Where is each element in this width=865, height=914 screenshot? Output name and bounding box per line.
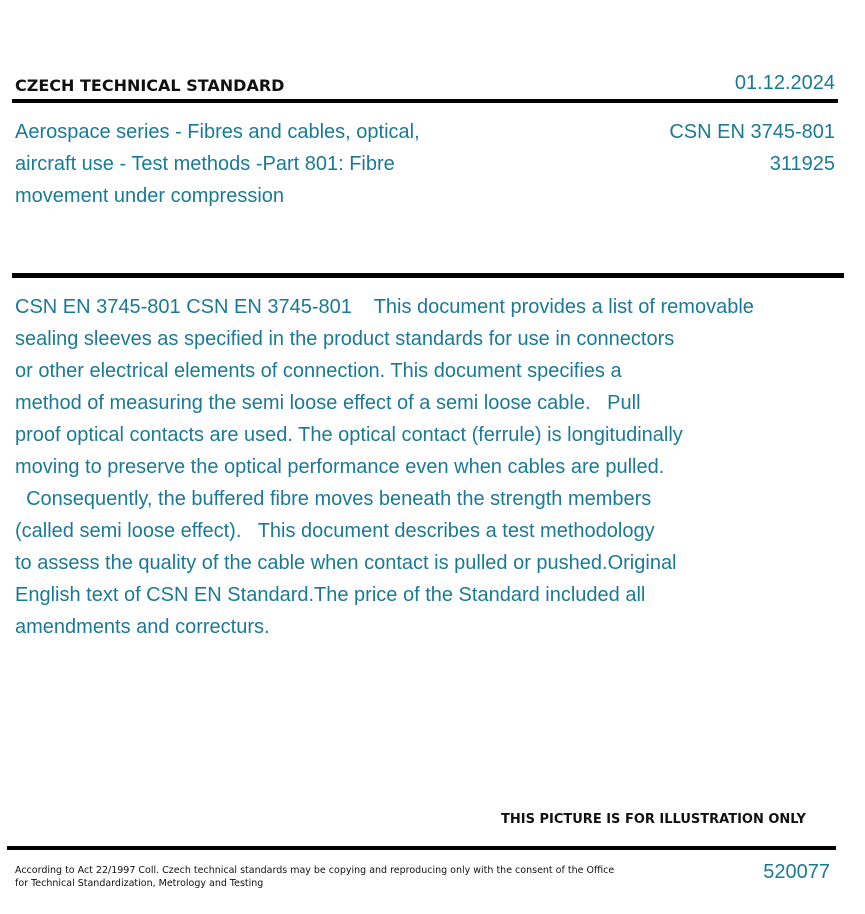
title-divider [12, 273, 844, 278]
abstract-line: amendments and correcturs. [15, 616, 270, 638]
header-divider [12, 99, 838, 103]
illustration-disclaimer: THIS PICTURE IS FOR ILLUSTRATION ONLY [501, 812, 806, 827]
title-line: Aerospace series - Fibres and cables, optical, [15, 121, 420, 143]
legal-notice-line: for Technical Standardization, Metrology and Testing [15, 878, 264, 889]
abstract-line: CSN EN 3745-801 CSN EN 3745-801 This document provides a list of removable [15, 296, 754, 318]
title-line: movement under compression [15, 185, 285, 207]
abstract-line: method of measuring the semi loose effect of a semi loose cable. Pull [15, 392, 641, 414]
abstract-line: or other electrical elements of connection. This document specifies a [15, 360, 622, 382]
abstract-line: English text of CSN EN Standard.The price of the Standard included all [15, 584, 646, 606]
document-id: 520077 [763, 861, 830, 883]
standard-number: CSN EN 3745-801 [669, 121, 835, 143]
legal-notice [15, 864, 615, 890]
title-line: aircraft use - Test methods -Part 801: Fibre [15, 153, 395, 175]
abstract-text [15, 291, 845, 643]
classification-number: 311925 [769, 153, 835, 175]
abstract-line: Consequently, the buffered fibre moves beneath the strength members [15, 488, 652, 510]
abstract-line: (called semi loose effect). This document describes a test methodology [15, 520, 655, 542]
abstract-line: proof optical contacts are used. The optical contact (ferrule) is longitudinally [15, 424, 683, 446]
footer-divider [7, 846, 836, 850]
abstract-line: moving to preserve the optical performance even when cables are pulled. [15, 456, 665, 478]
abstract-line: to assess the quality of the cable when contact is pulled or pushed.Original [15, 552, 677, 574]
abstract-line: sealing sleeves as specified in the product standards for use in connectors [15, 328, 675, 350]
standard-codes [669, 116, 835, 180]
legal-notice-line: According to Act 22/1997 Coll. Czech technical standards may be copying and reproducing only with the consent of the Office [15, 865, 615, 876]
document-type-label: CZECH TECHNICAL STANDARD [15, 76, 285, 95]
standard-title [15, 116, 485, 212]
publication-date: 01.12.2024 [734, 72, 835, 94]
